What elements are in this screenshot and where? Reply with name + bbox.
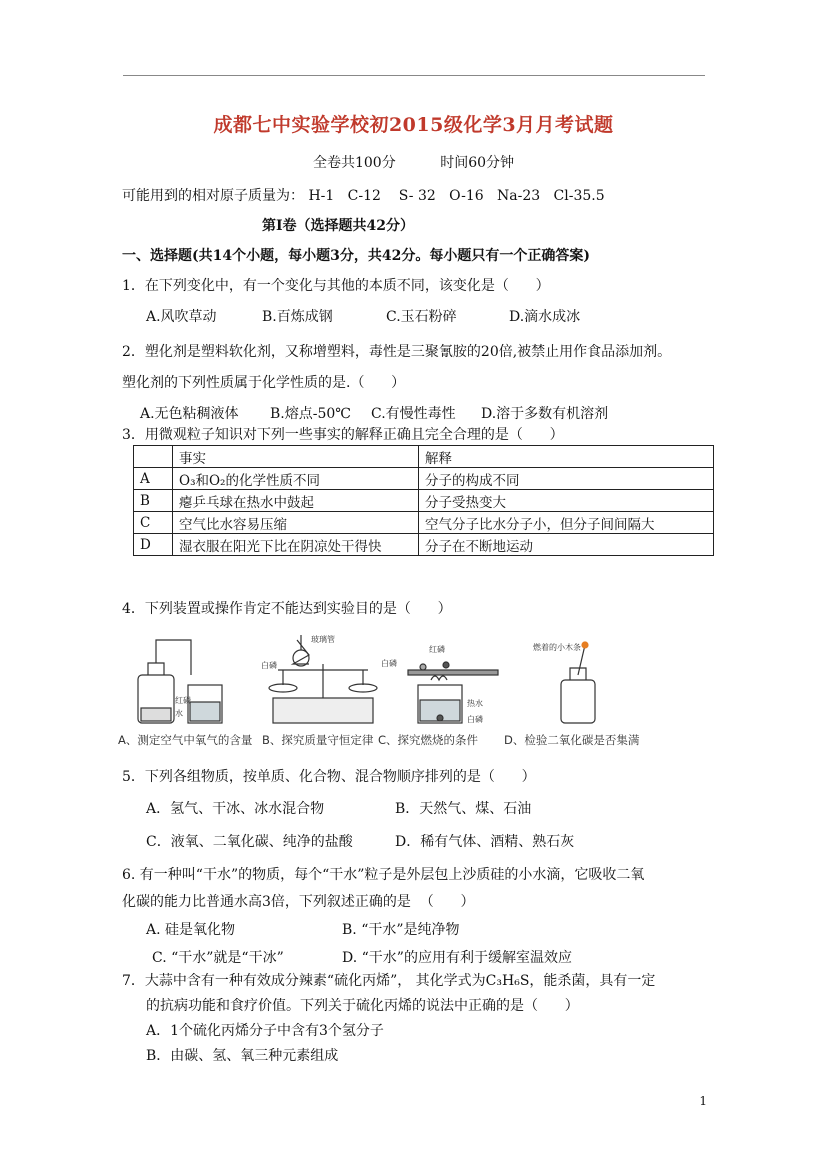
q2-option-c: C.有慢性毒性 [371,406,456,422]
table-cell: B [134,490,173,512]
table-row [134,512,714,534]
label-c-hot-water: 热水 [467,699,483,708]
q5-stem: 5．下列各组物质，按单质、化合物、混合物顺序排列的是（ ） [122,769,536,785]
q4-apparatus-figure [133,630,673,730]
q6-option-a: A. 硅是氧化物 [146,922,236,938]
q5-option-a: A．氢气、干冰、冰水混合物 [146,801,325,817]
table-cell: 瘪乒乓球在热水中鼓起 [173,490,419,512]
label-a-red-phosphorus: 红磷 [175,696,191,705]
apparatus-b-illustration [269,635,377,723]
q7-option-a: A．1个硫化丙烯分子中含有3个氢分子 [146,1023,384,1039]
table-cell: 湿衣服在阳光下比在阴凉处干得快 [173,534,419,556]
table-cell: 空气比水容易压缩 [173,512,419,534]
q6-option-d: D. “干水”的应用有利于缓解室温效应 [342,950,572,966]
label-c-red-phosphorus: 红磷 [429,645,445,654]
q2-option-d: D.溶于多数有机溶剂 [481,406,609,422]
page-number: 1 [699,1094,707,1108]
q5-option-d: D．稀有气体、酒精、熟石灰 [395,834,575,850]
header-rule [123,75,705,76]
table-header-cell [134,446,173,468]
label-a-water: 水 [175,709,183,718]
table-row [134,490,714,512]
table-cell: 分子受热变大 [419,490,714,512]
q5-option-c: C．液氧、二氧化碳、纯净的盐酸 [146,834,353,850]
table-header-cell: 事实 [173,446,419,468]
table-row [134,534,714,556]
table-cell: C [134,512,173,534]
q2-option-b: B.熔点-50℃ [270,406,351,422]
table-header-cell: 解释 [419,446,714,468]
section-title: 第Ⅰ卷（选择题共42分） [262,218,415,234]
label-c-white-phosphorus-bottom: 白磷 [467,715,483,724]
label-b-white-phosphorus: 白磷 [261,661,277,670]
q4-caption-a: A、测定空气中氧气的含量 [118,733,253,747]
q4-caption-b: B、探究质量守恒定律 [262,733,374,747]
q5-option-b: B．天然气、煤、石油 [395,801,532,817]
label-b-glass-tube: 玻璃管 [311,635,335,644]
q1-option-d: D.滴水成冰 [509,309,581,325]
q7-option-b: B．由碳、氢、氧三种元素组成 [146,1048,339,1064]
q6-option-c: C. “干水”就是“干冰” [152,950,284,966]
atomic-masses: 可能用到的相对原子质量为： H-1 C-12 S- 32 O-16 Na-23 Cl-35.5 [122,188,605,204]
table-cell: 分子的构成不同 [419,468,714,490]
table-cell: D [134,534,173,556]
q4-stem: 4．下列装置或操作肯定不能达到实验目的是（ ） [122,601,452,617]
q2-stem-line1: 2．塑化剂是塑料软化剂，又称增塑料，毒性是三聚氰胺的20倍,被禁止用作食品添加剂。 [122,344,672,360]
q1-stem: 1．在下列变化中，有一个变化与其他的本质不同，该变化是（ ） [122,278,550,294]
label-d-burning-splint: 燃着的小木条 [533,643,581,652]
q6-stem-line2: 化碳的能力比普通水高3倍，下列叙述正确的是 （ ） [122,894,475,910]
table-cell: A [134,468,173,490]
table-header-row [134,446,714,468]
q3-table [133,445,714,556]
q1-option-c: C.玉石粉碎 [386,309,457,325]
table-cell: 空气分子比水分子小，但分子间间隔大 [419,512,714,534]
q7-stem-line1: 7．大蒜中含有一种有效成分辣素“硫化丙烯”， 其化学式为C₃H₆S，能杀菌，具有一定 [122,973,656,989]
table-row [134,468,714,490]
apparatus-c-illustration [408,662,498,723]
q3-stem: 3．用微观粒子知识对下列一些事实的解释正确且完全合理的是（ ） [122,427,564,443]
q2-stem-line2: 塑化剂的下列性质属于化学性质的是.（ ） [122,375,406,391]
q6-stem-line1: 6. 有一种叫“干水”的物质，每个“干水”粒子是外层包上沙质硅的小水滴，它吸收二氧 [122,867,645,883]
apparatus-d-illustration [561,642,595,723]
part-heading: 一、选择题(共14个小题，每小题3分，共42分。每小题只有一个正确答案) [122,248,590,264]
exam-meta: 全卷共100分 时间60分钟 [312,155,515,171]
q1-option-b: B.百炼成钢 [262,309,333,325]
q4-caption-d: D、检验二氧化碳是否集满 [504,733,640,747]
q4-caption-c: C、探究燃烧的条件 [378,733,479,747]
q6-option-b: B. “干水”是纯净物 [342,922,460,938]
table-cell: 分子在不断地运动 [419,534,714,556]
table-cell: O₃和O₂的化学性质不同 [173,468,419,490]
exam-title: 成都七中实验学校初2015级化学3月月考试题 [213,114,614,136]
q1-option-a: A.风吹草动 [146,309,217,325]
label-c-white-phosphorus: 白磷 [381,659,397,668]
q7-stem-line2: 的抗病功能和食疗价值。下列关于硫化丙烯的说法中正确的是（ ） [146,998,579,1014]
q2-option-a: A.无色粘稠液体 [140,406,239,422]
